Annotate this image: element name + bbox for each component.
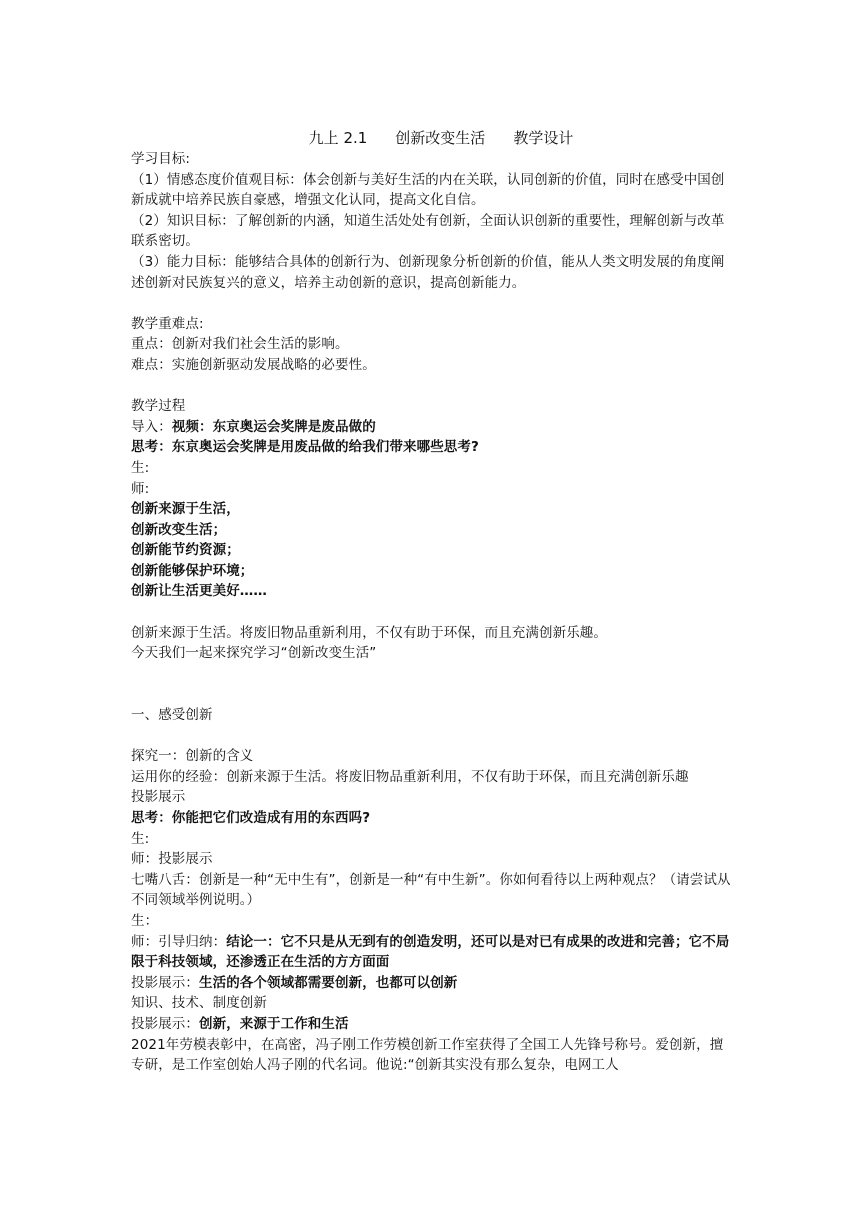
summary-line-1: 创新来源于生活。将废旧物品重新利用，不仅有助于环保，而且充满创新乐趣。 <box>131 624 607 641</box>
goals-heading: 学习目标: <box>131 151 191 167</box>
experience-text: 运用你的经验：创新来源于生活。将废旧物品重新利用，不仅有助于环保，而且充满创新乐趣 <box>131 768 689 785</box>
conclusion-item-4: 创新能够保护环境； <box>131 562 254 579</box>
conclusion-item-3: 创新能节约资源； <box>131 542 240 559</box>
student-line-1: 生: <box>131 459 150 476</box>
projection-text-2: 生活的各个领域都需要创新，也都可以创新 <box>199 974 458 991</box>
think-question-1: 思考：东京奥运会奖牌是用废品做的给我们带来哪些思考? <box>131 439 479 456</box>
student-line-3: 生： <box>131 912 159 929</box>
innovation-kinds: 知识、技术、制度创新 <box>131 995 267 1012</box>
explore-heading-1: 探究一：创新的含义 <box>131 748 254 765</box>
teacher-line-1: 师: <box>131 480 150 497</box>
guide-label: 师：引导归纳： <box>131 933 227 950</box>
teacher-line-2: 师：投影展示 <box>131 851 213 868</box>
goal-knowledge: （2）知识目标：了解创新的内涵，知道生活处处有创新，全面认识创新的重要性，理解创新与改革联系密切。 <box>131 212 725 250</box>
projection-label-2: 投影展示： <box>131 974 199 991</box>
conclusion-item-1: 创新来源于生活， <box>131 501 240 518</box>
conclusion-item-2: 创新改变生活； <box>131 521 227 538</box>
section-heading-1: 一、感受创新 <box>131 707 213 724</box>
title-type: 教学设计 <box>513 129 574 147</box>
document-body <box>131 127 731 1076</box>
projection-text-3: 创新，来源于工作和生活 <box>199 1015 349 1032</box>
projection-label-3: 投影展示： <box>131 1015 199 1032</box>
projection-line-1: 投影展示 <box>131 789 186 806</box>
goal-ability: （3）能力目标：能够结合具体的创新行为、创新现象分析创新的价值，能从人类文明发展的角度阐述创新对民族复兴的意义，培养主动创新的意识，提高创新能力。 <box>131 253 725 291</box>
think-question-2: 思考：你能把它们改造成有用的东西吗? <box>131 810 371 826</box>
conclusion-one: 结论一：它不只是从无到有的创造发明，还可以是对已有成果的改进和完善；它不局限于科技领域，还渗透正在生活的方方面面 <box>131 933 730 971</box>
intro-video: 视频：东京奥运会奖牌是废品做的 <box>171 418 376 435</box>
model-worker-story: 2021年劳模表彰中，在高密，冯子刚工作劳模创新工作室获得了全国工人先锋号称号。爱创新，擅专研，是工作室创始人冯子刚的代名词。他说:“创新其实没有那么复杂，电网工人 <box>131 1036 724 1074</box>
process-heading: 教学过程 <box>131 398 186 415</box>
difficult-point: 难点：实施创新驱动发展战略的必要性。 <box>131 356 376 373</box>
title-grade: 九上 2.1 <box>308 129 368 147</box>
student-line-2: 生: <box>131 830 150 847</box>
title-topic: 创新改变生活 <box>395 129 486 147</box>
summary-line-2: 今天我们一起来探究学习“创新改变生活” <box>131 645 377 662</box>
projection-line-3 <box>131 1014 731 1035</box>
goal-emotion: （1）情感态度价值观目标：体会创新与美好生活的内在关联，认同创新的价值，同时在感受中国创新成就中培养民族自豪感，增强文化认同，提高文化自信。 <box>131 171 725 209</box>
conclusion-item-5: 创新让生活更美好…… <box>131 583 267 600</box>
document-title <box>151 127 731 149</box>
guide-conclusion <box>131 932 731 973</box>
keypoints-heading: 教学重难点: <box>131 315 204 332</box>
intro-line <box>131 417 731 438</box>
key-point: 重点：创新对我们社会生活的影响。 <box>131 336 349 353</box>
projection-line-2 <box>131 973 731 994</box>
intro-label: 导入： <box>131 418 172 435</box>
discussion-prompt: 七嘴八舌：创新是一种“无中生有”，创新是一种“有中生新”。你如何看待以上两种观点？（请尝试从不同领域举例说明。） <box>131 871 731 909</box>
